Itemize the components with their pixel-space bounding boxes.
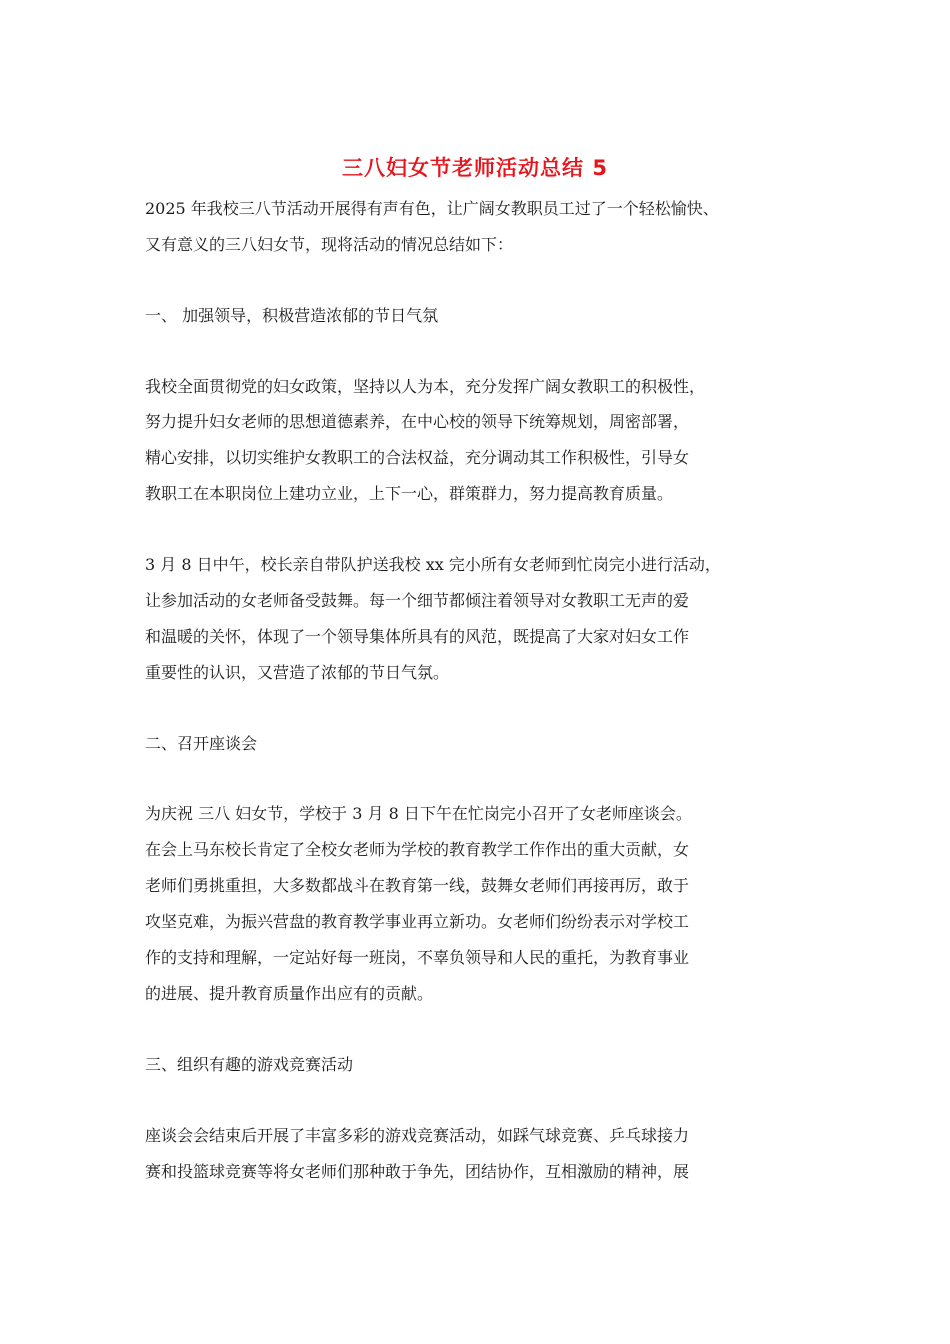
paragraph-line: 作的支持和理解，一定站好每一班岗，不辜负领导和人民的重托，为教育事业 — [145, 948, 690, 967]
paragraph-line: 老师们勇挑重担，大多数都战斗在教育第一线，鼓舞女老师们再接再厉，敢于 — [145, 876, 690, 895]
paragraph-line: 赛和投篮球竞赛等将女老师们那种敢于争先，团结协作，互相激励的精神，展 — [145, 1162, 690, 1181]
paragraph-line: 精心安排，以切实维护女教职工的合法权益，充分调动其工作积极性，引导女 — [145, 448, 690, 467]
paragraph-line: 攻坚克难，为振兴营盘的教育教学事业再立新功。女老师们纷纷表示对学校工 — [145, 912, 690, 931]
document-title: 三八妇女节老师活动总结 5 — [342, 156, 608, 180]
paragraph-line: 的进展、提升教育质量作出应有的贡献。 — [145, 984, 434, 1003]
paragraph-line: 为庆祝 三八 妇女节，学校于 3 月 8 日下午在忙岗完小召开了女老师座谈会。 — [145, 804, 692, 823]
paragraph-line: 让参加活动的女老师备受鼓舞。每一个细节都倾注着领导对女教职工无声的爱 — [145, 591, 690, 610]
section-heading: 二、召开座谈会 — [145, 734, 258, 753]
paragraph-line: 2025 年我校三八节活动开展得有声有色，让广阔女教职员工过了一个轻松愉快、 — [145, 199, 719, 218]
paragraph-line: 重要性的认识，又营造了浓郁的节日气氛。 — [145, 663, 450, 682]
paragraph-line: 努力提升妇女老师的思想道德素养，在中心校的领导下统筹规划，周密部署， — [145, 412, 690, 431]
paragraph-line: 3 月 8 日中午，校长亲自带队护送我校 xx 完小所有女老师到忙岗完小进行活动， — [145, 555, 721, 574]
section-heading: 三、组织有趣的游戏竞赛活动 — [145, 1055, 354, 1074]
section-heading: 一、 加强领导，积极营造浓郁的节日气氛 — [145, 306, 439, 325]
paragraph-line: 教职工在本职岗位上建功立业，上下一心，群策群力，努力提高教育质量。 — [145, 484, 674, 503]
paragraph-line: 我校全面贯彻党的妇女政策，坚持以人为本，充分发挥广阔女教职工的积极性， — [145, 377, 706, 396]
paragraph-line: 和温暖的关怀，体现了一个领导集体所具有的风范，既提高了大家对妇女工作 — [145, 627, 690, 646]
paragraph-line: 座谈会会结束后开展了丰富多彩的游戏竞赛活动，如踩气球竞赛、乒乓球接力 — [145, 1126, 690, 1145]
paragraph-line: 在会上马东校长肯定了全校女老师为学校的教育教学工作作出的重大贡献，女 — [145, 840, 690, 859]
paragraph-line: 又有意义的三八妇女节，现将活动的情况总结如下： — [145, 235, 514, 254]
